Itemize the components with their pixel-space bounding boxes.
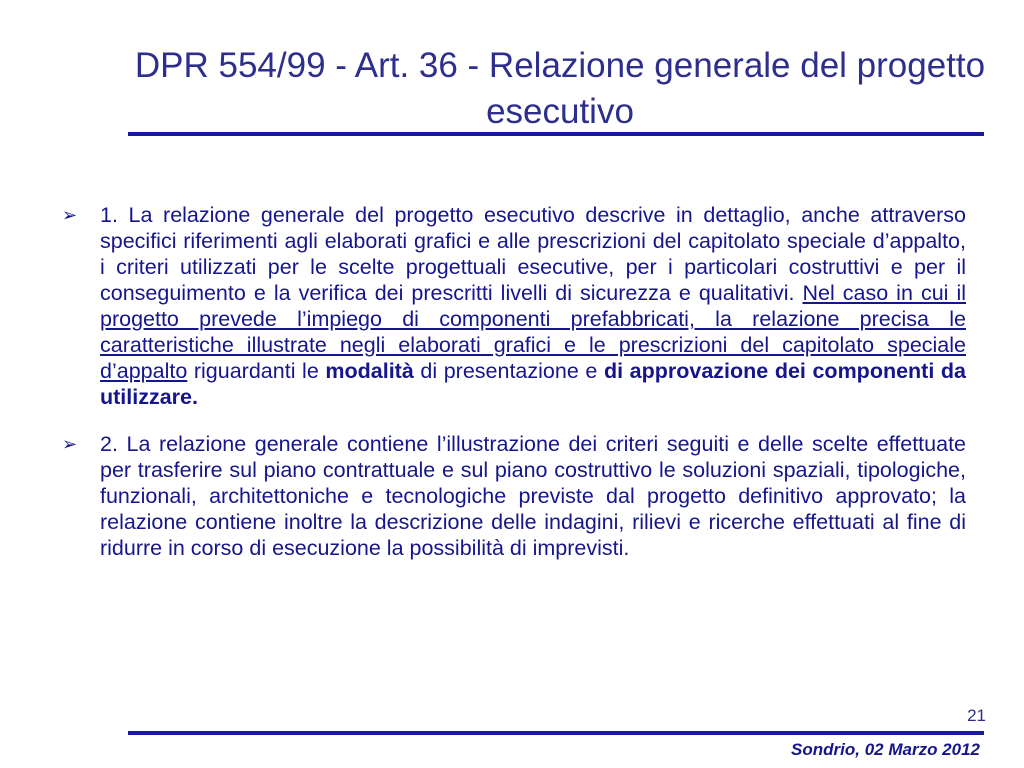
arrowhead-bullet-icon: ➢ <box>62 204 78 225</box>
bullet-1-text-part-3: di presentazione e <box>413 358 604 383</box>
bullet-1-text-part-1: 1. La relazione generale del progetto esecutivo descrive in dettaglio, anche attraverso specifici riferimenti agli elaborati grafici e alle prescrizioni del capitolato speciale d’appalto, i criteri utilizzati per le scelte progettuali esecutive, per i particolari costruttivi e per il conseguimento e la verifica dei prescritti livelli di sicurezza e qualitativi. <box>100 202 966 305</box>
page-number: 21 <box>967 706 986 725</box>
footer-date: Sondrio, 02 Marzo 2012 <box>791 740 980 759</box>
bullet-1-text-part-2: riguardanti le <box>187 358 326 383</box>
slide-title: DPR 554/99 - Art. 36 - Relazione generale del progetto esecutivo <box>134 46 986 132</box>
bullet-item-2 <box>62 431 966 561</box>
title-divider <box>128 132 984 136</box>
slide-body <box>62 180 966 565</box>
arrowhead-bullet-icon: ➢ <box>62 434 78 454</box>
bullet-1-underlined-text: Nel caso in cui il progetto prevede l’impiego di componenti prefabbricati, la relazione precisa le caratteristiche illustrate negli elaborati grafici e le prescrizioni del capitolato speciale d’appalto <box>100 280 967 383</box>
footer-divider <box>128 731 984 735</box>
bullet-1-bold-approvazione: di approvazione dei componenti da utilizzare. <box>100 358 966 409</box>
bullet-2-text: 2. La relazione generale contiene l’illustrazione dei criteri seguiti e delle scelte effettuate per trasferire sul piano contrattuale e sul piano costruttivo le soluzioni spaziali, tipologiche, funzionali, architettoniche e tecnologiche previste dal progetto definitivo approvato; la relazione contiene inoltre la descrizione delle indagini, rilievi e ricerche effettuati al fine di ridurre in corso di esecuzione la possibilità di imprevisti. <box>100 432 966 560</box>
bullet-1-bold-modalita: modalità <box>325 358 414 383</box>
bullet-item-1 <box>62 202 966 410</box>
